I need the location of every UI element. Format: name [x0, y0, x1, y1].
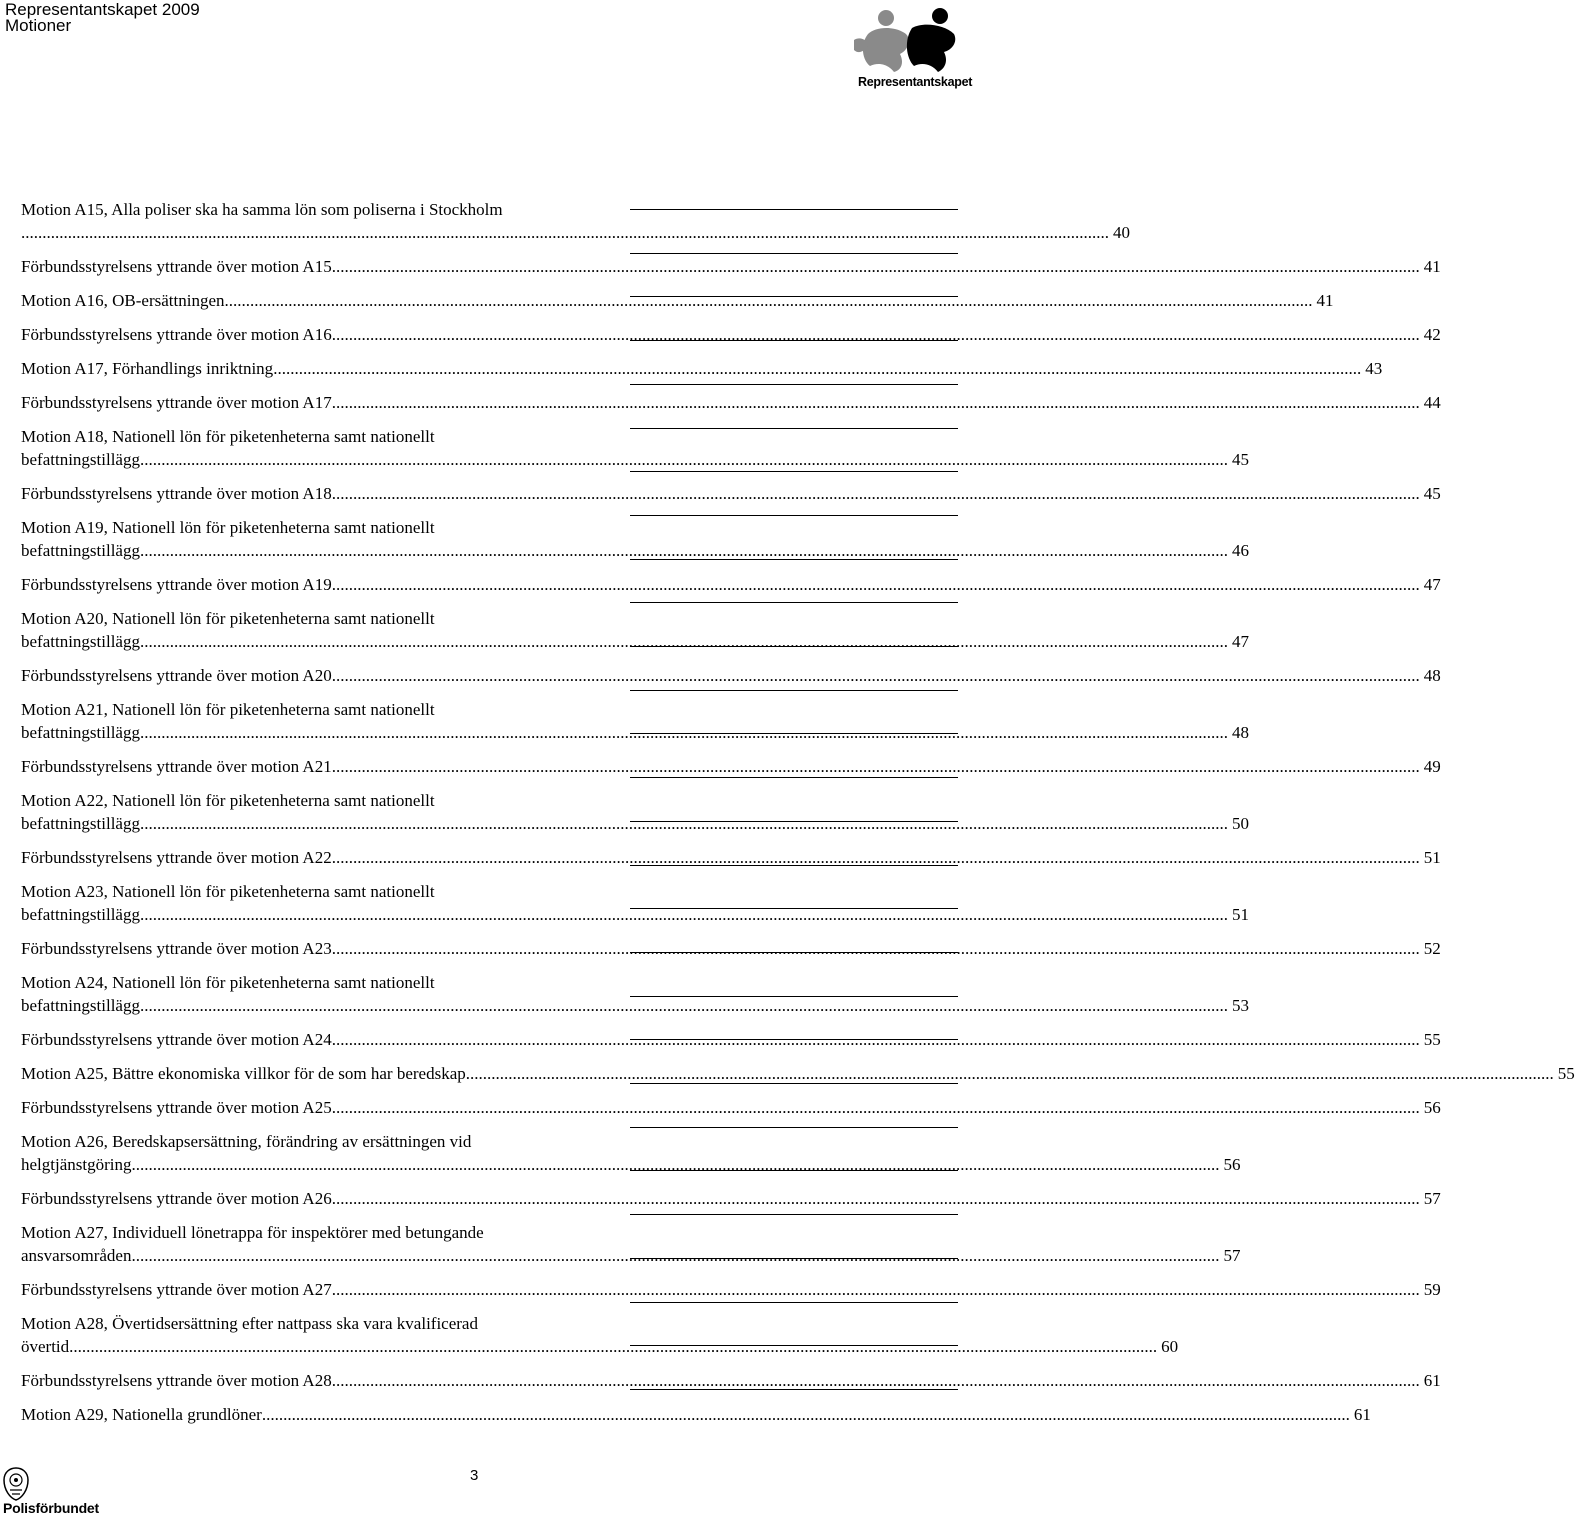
toc-entry-line [21, 539, 1249, 562]
toc-page-number: 48 [1423, 666, 1441, 685]
toc-entry-line [21, 573, 1441, 596]
note-line [630, 865, 958, 866]
toc-entry [21, 1096, 1441, 1119]
note-line [630, 515, 958, 516]
toc-page-number: 61 [1423, 1371, 1441, 1390]
toc-entry [21, 1221, 1241, 1267]
page-number: 3 [470, 1467, 479, 1484]
toc-entry [21, 1062, 1575, 1085]
note-line [630, 646, 958, 647]
toc-entry-line [21, 448, 1249, 471]
toc-entry [21, 1312, 1179, 1358]
toc-entry-title: Förbundsstyrelsens yttrande över motion A26 [21, 1189, 332, 1208]
toc-entry-title: Förbundsstyrelsens yttrande över motion A15 [21, 257, 332, 276]
toc-entry-title: Motion A25, Bättre ekonomiska villkor för de som har beredskap [21, 1064, 466, 1083]
toc-entry-line [21, 1369, 1441, 1392]
toc-entry [21, 289, 1334, 312]
toc-entry [21, 1187, 1441, 1210]
note-lines [630, 0, 958, 1517]
toc-entry-title-line: Motion A19, Nationell lön för piketenheterna samt nationellt [21, 518, 435, 537]
note-line [630, 952, 958, 953]
note-line [630, 1127, 958, 1128]
note-line [630, 996, 958, 997]
note-line [630, 1214, 958, 1215]
toc-entry-line [21, 1096, 1441, 1119]
note-line [630, 471, 958, 472]
dot-leader [69, 1335, 1157, 1358]
toc-entry-title: Förbundsstyrelsens yttrande över motion A16 [21, 325, 332, 344]
toc-entry-line [21, 1062, 1575, 1085]
toc-entry [21, 255, 1441, 278]
note-line [630, 1039, 958, 1040]
toc-entry [21, 516, 1249, 562]
note-line [630, 733, 958, 734]
toc-entry-line [21, 721, 1249, 744]
polisforbundet-logo-text: Polisförbundet [3, 1500, 99, 1516]
toc-entry-title: Förbundsstyrelsens yttrande över motion A27 [21, 1280, 332, 1299]
toc-entry-title: befattningstillägg [21, 996, 140, 1015]
toc-entry-line [21, 630, 1249, 653]
toc-entry-line [21, 1028, 1441, 1051]
toc-page-number: 48 [1231, 723, 1249, 742]
toc-entry-title: Förbundsstyrelsens yttrande över motion A18 [21, 484, 332, 503]
toc-page-number: 60 [1161, 1337, 1179, 1356]
toc-entry-title: Förbundsstyrelsens yttrande över motion A20 [21, 666, 332, 685]
note-line [630, 253, 958, 254]
toc-entry-title: Förbundsstyrelsens yttrande över motion A23 [21, 939, 332, 958]
toc-entry-line [21, 323, 1441, 346]
toc-entry-title: Förbundsstyrelsens yttrande över motion A28 [21, 1371, 332, 1390]
toc-entry [21, 846, 1441, 869]
note-line [630, 340, 958, 341]
toc-entry [21, 425, 1249, 471]
toc-page-number: 43 [1365, 359, 1383, 378]
toc-page-number: 51 [1423, 848, 1441, 867]
toc-entry-line [21, 1153, 1241, 1176]
toc-page-number: 45 [1231, 450, 1249, 469]
note-line [630, 777, 958, 778]
note-line [630, 821, 958, 822]
toc-entry [21, 1028, 1441, 1051]
toc-entry [21, 607, 1249, 653]
toc-page-number: 57 [1423, 1189, 1441, 1208]
toc-entry-title: Förbundsstyrelsens yttrande över motion A24 [21, 1030, 332, 1049]
toc-entry-title: befattningstillägg [21, 814, 140, 833]
note-line [630, 428, 958, 429]
toc-entry-title-line: Motion A26, Beredskapsersättning, förändring av ersättningen vid [21, 1132, 472, 1151]
toc-entry [21, 937, 1441, 960]
toc-page-number: 44 [1423, 393, 1441, 412]
note-line [630, 209, 958, 210]
toc-entry-title: Förbundsstyrelsens yttrande över motion A19 [21, 575, 332, 594]
toc-entry-title: befattningstillägg [21, 723, 140, 742]
toc-entry [21, 357, 1383, 380]
toc-page-number: 41 [1316, 291, 1334, 310]
toc-page-number: 46 [1231, 541, 1249, 560]
toc-entry-line [21, 664, 1441, 687]
toc-entry-line [21, 937, 1441, 960]
toc-page-number: 49 [1423, 757, 1441, 776]
toc-entry-title: helgtjänstgöring [21, 1155, 132, 1174]
note-line [630, 602, 958, 603]
toc-page-number: 45 [1423, 484, 1441, 503]
toc-page-number: 47 [1423, 575, 1441, 594]
toc-entry [21, 198, 1130, 244]
toc-entry [21, 1130, 1241, 1176]
toc-entry-title-line: Motion A20, Nationell lön för piketenheterna samt nationellt [21, 609, 435, 628]
toc-page-number: 52 [1423, 939, 1441, 958]
toc-entry-title: Motion A17, Förhandlings inriktning [21, 359, 274, 378]
note-line [630, 1302, 958, 1303]
dot-leader [466, 1062, 1554, 1085]
toc-entry-line [21, 994, 1249, 1017]
toc-entry-line [21, 812, 1249, 835]
toc-page-number: 55 [1423, 1030, 1441, 1049]
toc-entry [21, 573, 1441, 596]
toc-page-number: 40 [1113, 223, 1130, 242]
toc-page-number: 56 [1423, 1098, 1441, 1117]
toc-entry [21, 698, 1249, 744]
toc-page-number: 61 [1353, 1405, 1371, 1424]
note-line [630, 296, 958, 297]
toc-entry-line [21, 846, 1441, 869]
toc-page-number: 53 [1231, 996, 1249, 1015]
header-subtitle: Motioner [5, 16, 72, 35]
toc-entry-line [21, 755, 1441, 778]
toc-page-number: 41 [1423, 257, 1441, 276]
toc-page-number: 56 [1223, 1155, 1241, 1174]
police-crest-icon [0, 1466, 32, 1502]
note-line [630, 1389, 958, 1390]
toc-entry [21, 880, 1249, 926]
toc-entry-line [21, 1244, 1241, 1267]
toc-entry-line [21, 221, 1130, 244]
toc-entry-line [21, 1187, 1441, 1210]
toc-entry-title: Förbundsstyrelsens yttrande över motion A25 [21, 1098, 332, 1117]
toc-entry-line [21, 1335, 1179, 1358]
toc-entry [21, 323, 1441, 346]
toc-entry-title-line: Motion A15, Alla poliser ska ha samma lön som poliserna i Stockholm [21, 200, 503, 219]
toc-entry-title: ansvarsområden [21, 1246, 132, 1265]
toc-page-number: 59 [1423, 1280, 1441, 1299]
representantskapet-logo-text: Representantskapet [858, 75, 973, 89]
toc-entry-title: befattningstillägg [21, 541, 140, 560]
toc-entry-title: övertid [21, 1337, 70, 1356]
note-line [630, 908, 958, 909]
toc-entry [21, 755, 1441, 778]
toc-entry [21, 482, 1441, 505]
toc-entry-line [21, 482, 1441, 505]
toc-entry-line [21, 289, 1334, 312]
toc-entry [21, 1403, 1371, 1426]
note-line [630, 1258, 958, 1259]
toc-entry [21, 789, 1249, 835]
toc-entry [21, 1278, 1441, 1301]
toc-entry-line [21, 1403, 1371, 1426]
header-title: Representantskapet 2009 [5, 0, 200, 19]
note-line [630, 1345, 958, 1346]
toc-entry-title: Förbundsstyrelsens yttrande över motion A21 [21, 757, 332, 776]
toc-entry-title: Motion A16, OB-ersättningen [21, 291, 225, 310]
toc-entry-title: Motion A29, Nationella grundlöner [21, 1405, 262, 1424]
toc-entry-title-line: Motion A23, Nationell lön för piketenheterna samt nationellt [21, 882, 435, 901]
toc-entry [21, 391, 1441, 414]
toc-entry-line [21, 255, 1441, 278]
note-line [630, 690, 958, 691]
toc-entry [21, 1369, 1441, 1392]
toc-entry-title-line: Motion A18, Nationell lön för piketenheterna samt nationellt [21, 427, 435, 446]
toc-entry-title-line: Motion A27, Individuell lönetrappa för inspektörer med betungande [21, 1223, 484, 1242]
toc-entry-title: befattningstillägg [21, 632, 140, 651]
note-line [630, 384, 958, 385]
toc-entry-line [21, 391, 1441, 414]
toc-entry-line [21, 1278, 1441, 1301]
toc-page-number: 57 [1223, 1246, 1241, 1265]
table-of-contents [21, 198, 1575, 1437]
toc-page-number: 50 [1231, 814, 1249, 833]
toc-page-number: 42 [1423, 325, 1441, 344]
toc-entry [21, 664, 1441, 687]
toc-entry-title-line: Motion A22, Nationell lön för piketenheterna samt nationellt [21, 791, 435, 810]
toc-entry-title-line: Motion A21, Nationell lön för piketenheterna samt nationellt [21, 700, 435, 719]
note-line [630, 1170, 958, 1171]
toc-entry-title-line: Motion A24, Nationell lön för piketenheterna samt nationellt [21, 973, 435, 992]
note-line [630, 1083, 958, 1084]
toc-entry-title: befattningstillägg [21, 450, 140, 469]
toc-entry-title: Förbundsstyrelsens yttrande över motion A22 [21, 848, 332, 867]
toc-entry-title: Förbundsstyrelsens yttrande över motion A17 [21, 393, 332, 412]
toc-entry-title: befattningstillägg [21, 905, 140, 924]
toc-entry-line [21, 357, 1383, 380]
toc-entry-line [21, 903, 1249, 926]
toc-page-number: 47 [1231, 632, 1249, 651]
toc-page-number: 51 [1231, 905, 1249, 924]
note-line [630, 559, 958, 560]
toc-entry-title-line: Motion A28, Övertidsersättning efter nattpass ska vara kvalificerad [21, 1314, 478, 1333]
toc-page-number: 55 [1557, 1064, 1575, 1083]
toc-entry [21, 971, 1249, 1017]
